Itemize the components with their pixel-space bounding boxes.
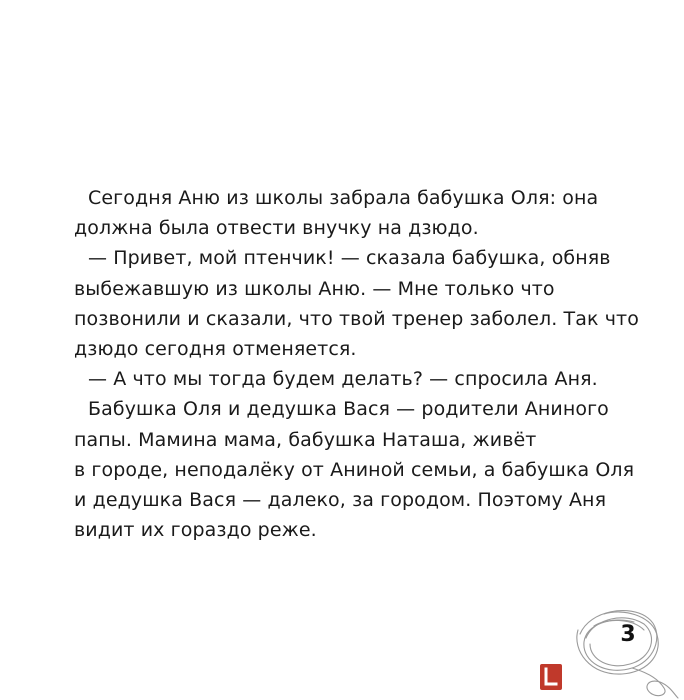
story-line: — А что мы тогда будем делать? — спросила Аня. — [88, 368, 598, 391]
story-text — [74, 183, 639, 545]
story-line: позвонили и сказали, что твой тренер заболел. Так что — [74, 307, 639, 330]
story-line: папы. Мамина мама, бабушка Наташа, живёт — [74, 428, 537, 451]
page-number: 3 — [620, 622, 636, 647]
story-line: видит их гораздо реже. — [74, 519, 317, 542]
story-line: дзюдо сегодня отменяется. — [74, 338, 357, 361]
page-number-area — [560, 590, 684, 700]
story-line: — Привет, мой птенчик! — сказала бабушка, обняв — [88, 247, 611, 270]
story-line: Бабушка Оля и дедушка Вася — родители Аниного — [88, 398, 609, 421]
story-line: и дедушка Вася — далеко, за городом. Поэтому Аня — [74, 489, 607, 512]
story-line: Сегодня Аню из школы забрала бабушка Оля: она — [88, 187, 599, 209]
labirint-logo-icon — [540, 664, 562, 690]
story-line: должна была отвести внучку на дзюдо. — [74, 217, 479, 240]
story-line: выбежавшую из школы Аню. — Мне только что — [74, 277, 555, 300]
story-line: в городе, неподалёку от Аниной семьи, а бабушка Оля — [74, 458, 635, 481]
